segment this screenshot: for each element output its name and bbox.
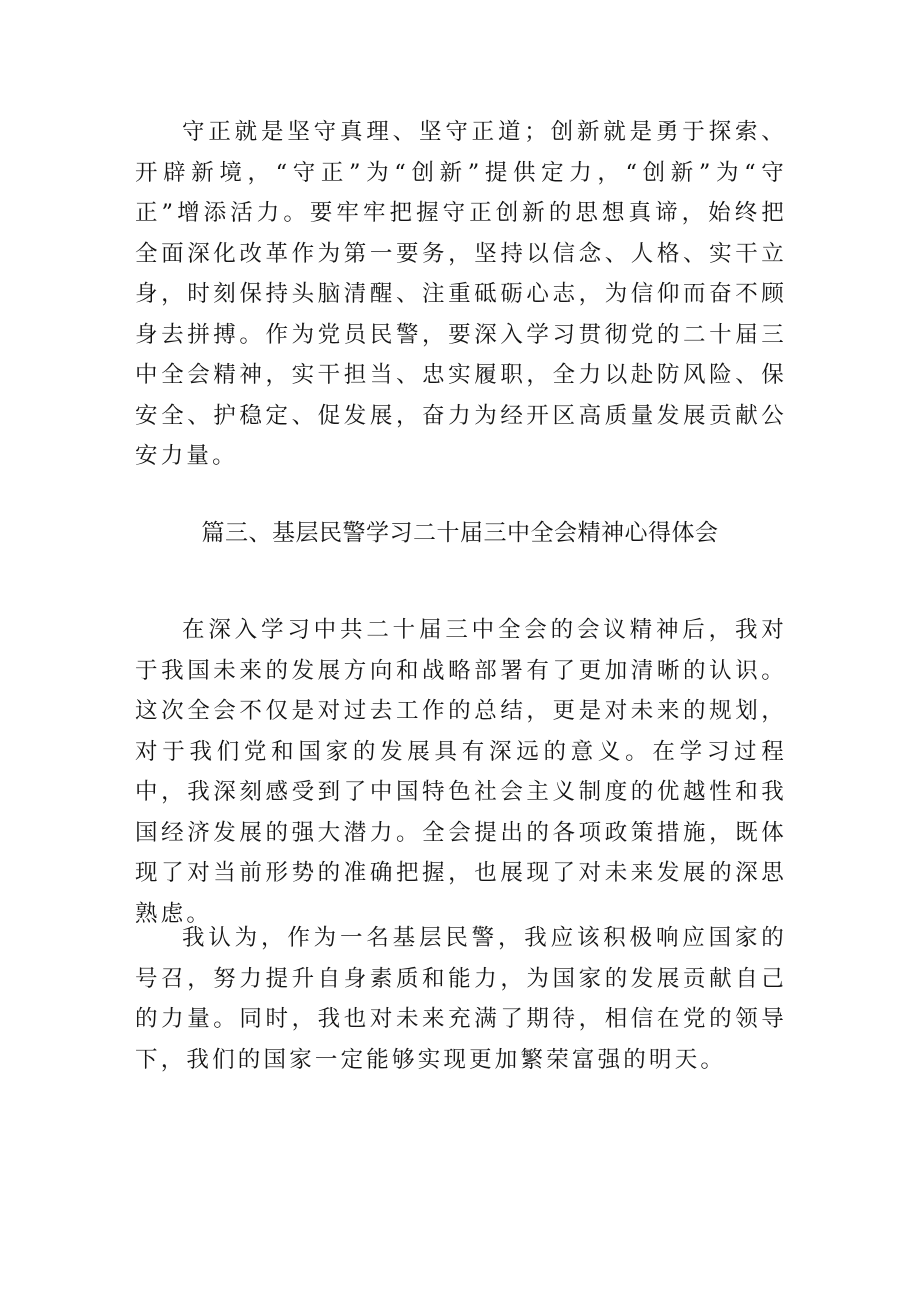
body-paragraph-1: 守正就是坚守真理、坚守正道；创新就是勇于探索、开辟新境，“守正”为“创新”提供定力，“创新”为“守正”增添活力。要牢牢把握守正创新的思想真谛，始终把全面深化改革作为第一要务，坚持以信念、人格、实干立身，时刻保持头脑清醒、注重砥砺心志，为信仰而奋不顾身去拼搏。作为党员民警，要深入学习贯彻党的二十届三中全会精神，实干担当、忠实履职，全力以赴防风险、保安全、护稳定、促发展，奋力为经开区高质量发展贡献公安力量。 xyxy=(135,119,787,469)
body-paragraph-3: 我认为，作为一名基层民警，我应该积极响应国家的号召，努力提升自身素质和能力，为国家的发展贡献自己的力量。同时，我也对未来充满了期待，相信在党的领导下，我们的国家一定能够实现更加繁荣富强的明天。 xyxy=(135,925,787,1073)
body-paragraph-2: 在深入学习中共二十届三中全会的会议精神后，我对于我国未来的发展方向和战略部署有了更加清晰的认识。这次全会不仅是对过去工作的总结，更是对未来的规划，对于我们党和国家的发展具有深远的意义。在学习过程中，我深刻感受到了中国特色社会主义制度的优越性和我国经济发展的强大潜力。全会提出的各项政策措施，既体现了对当前形势的准确把握，也展现了对未来发展的深思熟虑。 xyxy=(135,617,787,927)
section-heading: 篇三、基层民警学习二十届三中全会精神心得体会 xyxy=(201,520,719,546)
